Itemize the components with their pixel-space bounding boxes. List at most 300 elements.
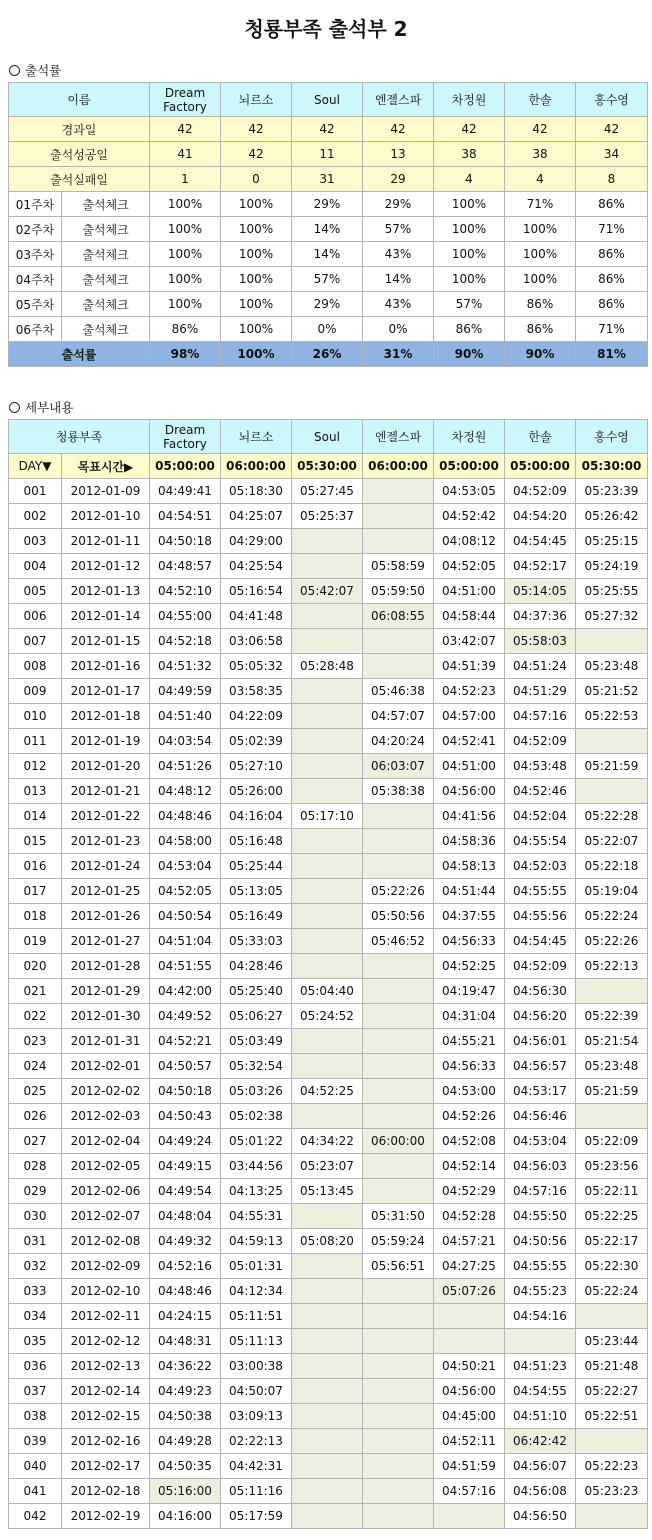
day-row [9, 1504, 648, 1529]
time-cell: 05:27:45 [292, 479, 363, 504]
time-cell: 05:11:16 [221, 1479, 292, 1504]
week-row [9, 317, 648, 342]
time-cell: 03:09:13 [221, 1404, 292, 1429]
time-cell [292, 1054, 363, 1079]
date-cell: 2012-02-01 [62, 1054, 150, 1079]
day-row [9, 1029, 648, 1054]
rate-cell: 14% [292, 242, 363, 267]
time-cell: 04:52:11 [434, 1429, 505, 1454]
time-cell: 06:03:07 [363, 754, 434, 779]
time-cell: 04:55:56 [505, 904, 576, 929]
time-cell: 04:57:16 [505, 704, 576, 729]
rate-cell: 100% [221, 242, 292, 267]
time-cell: 05:46:38 [363, 679, 434, 704]
target-time: 05:30:00 [576, 454, 648, 479]
day-number: 039 [9, 1429, 62, 1454]
stat-cell: 42 [434, 117, 505, 142]
time-cell: 04:49:52 [150, 1004, 221, 1029]
total-cell: 26% [292, 342, 363, 367]
detail-header-row [9, 420, 648, 454]
time-cell: 04:48:31 [150, 1329, 221, 1354]
time-cell: 04:29:00 [221, 529, 292, 554]
week-row [9, 242, 648, 267]
time-cell: 04:49:41 [150, 479, 221, 504]
time-cell: 04:57:16 [434, 1479, 505, 1504]
day-row [9, 1154, 648, 1179]
time-cell: 05:22:39 [576, 1004, 648, 1029]
time-cell [292, 629, 363, 654]
date-cell: 2012-02-07 [62, 1204, 150, 1229]
time-cell [363, 804, 434, 829]
stat-cell: 31 [292, 167, 363, 192]
time-cell: 05:58:03 [505, 629, 576, 654]
rate-cell: 86% [505, 292, 576, 317]
time-cell: 03:44:56 [221, 1154, 292, 1179]
day-number: 038 [9, 1404, 62, 1429]
time-cell: 04:55:00 [150, 604, 221, 629]
time-cell: 05:58:59 [363, 554, 434, 579]
time-cell: 04:54:45 [505, 529, 576, 554]
time-cell: 04:56:00 [434, 779, 505, 804]
time-cell: 04:16:00 [150, 1504, 221, 1529]
detail-table [8, 419, 648, 1529]
rate-cell: 100% [505, 242, 576, 267]
time-cell: 04:22:09 [221, 704, 292, 729]
day-row [9, 1204, 648, 1229]
time-cell: 04:52:25 [292, 1079, 363, 1104]
time-cell [363, 1354, 434, 1379]
target-row [9, 454, 648, 479]
time-cell: 05:27:32 [576, 604, 648, 629]
day-row [9, 1279, 648, 1304]
time-cell: 04:52:29 [434, 1179, 505, 1204]
time-cell: 04:48:04 [150, 1204, 221, 1229]
time-cell [292, 1029, 363, 1054]
time-cell [363, 529, 434, 554]
time-cell: 06:42:42 [505, 1429, 576, 1454]
time-cell: 05:21:54 [576, 1029, 648, 1054]
time-cell: 04:48:46 [150, 804, 221, 829]
time-cell: 04:53:48 [505, 754, 576, 779]
day-number: 013 [9, 779, 62, 804]
day-row [9, 1304, 648, 1329]
time-cell [292, 929, 363, 954]
week-row [9, 217, 648, 242]
time-cell [363, 1054, 434, 1079]
date-cell: 2012-02-09 [62, 1254, 150, 1279]
date-cell: 2012-02-19 [62, 1504, 150, 1529]
time-cell: 04:52:21 [150, 1029, 221, 1054]
time-cell: 05:22:25 [576, 1204, 648, 1229]
day-row [9, 1354, 648, 1379]
time-cell: 04:52:26 [434, 1104, 505, 1129]
stat-cell: 42 [221, 117, 292, 142]
day-row [9, 629, 648, 654]
total-cell: 90% [434, 342, 505, 367]
time-cell: 05:16:54 [221, 579, 292, 604]
date-cell: 2012-01-13 [62, 579, 150, 604]
time-cell [576, 729, 648, 754]
time-cell: 04:50:18 [150, 529, 221, 554]
time-cell: 04:56:57 [505, 1054, 576, 1079]
time-cell: 04:54:55 [505, 1379, 576, 1404]
member-header: 한솔 [505, 420, 576, 454]
time-cell [576, 629, 648, 654]
time-cell: 04:50:35 [150, 1454, 221, 1479]
day-number: 004 [9, 554, 62, 579]
time-cell: 05:59:24 [363, 1229, 434, 1254]
date-cell: 2012-01-31 [62, 1029, 150, 1054]
total-cell: 90% [505, 342, 576, 367]
date-cell: 2012-01-23 [62, 829, 150, 854]
time-cell: 04:49:15 [150, 1154, 221, 1179]
day-number: 032 [9, 1254, 62, 1279]
target-time: 05:30:00 [292, 454, 363, 479]
time-cell: 05:31:50 [363, 1204, 434, 1229]
stat-cell: 38 [505, 142, 576, 167]
day-number: 006 [9, 604, 62, 629]
day-number: 008 [9, 654, 62, 679]
time-cell: 04:58:36 [434, 829, 505, 854]
time-cell [292, 1379, 363, 1404]
time-cell: 04:48:12 [150, 779, 221, 804]
time-cell: 04:58:44 [434, 604, 505, 629]
time-cell: 04:13:25 [221, 1179, 292, 1204]
day-number: 023 [9, 1029, 62, 1054]
time-cell: 05:25:15 [576, 529, 648, 554]
time-cell: 04:36:22 [150, 1354, 221, 1379]
summary-stat-row [9, 167, 648, 192]
section-attendance-rate [0, 58, 652, 82]
day-row [9, 1054, 648, 1079]
time-cell: 05:22:24 [576, 904, 648, 929]
time-cell: 05:13:05 [221, 879, 292, 904]
time-cell: 04:52:41 [434, 729, 505, 754]
week-cell: 06주차 [9, 317, 62, 342]
time-cell: 04:57:16 [505, 1179, 576, 1204]
time-cell: 04:51:23 [505, 1354, 576, 1379]
row-label: 출석성공일 [9, 142, 150, 167]
total-cell: 98% [150, 342, 221, 367]
time-cell: 04:56:01 [505, 1029, 576, 1054]
day-number: 003 [9, 529, 62, 554]
time-cell [292, 1354, 363, 1379]
time-cell: 05:21:59 [576, 1079, 648, 1104]
date-cell: 2012-01-25 [62, 879, 150, 904]
time-cell [292, 1254, 363, 1279]
date-cell: 2012-02-04 [62, 1129, 150, 1154]
day-row [9, 1179, 648, 1204]
date-cell: 2012-01-26 [62, 904, 150, 929]
target-time: 06:00:00 [363, 454, 434, 479]
time-cell [363, 1029, 434, 1054]
date-cell: 2012-01-15 [62, 629, 150, 654]
time-cell [363, 1504, 434, 1529]
summary-stat-row [9, 117, 648, 142]
time-cell: 05:22:51 [576, 1404, 648, 1429]
time-cell [292, 529, 363, 554]
week-cell: 02주차 [9, 217, 62, 242]
rate-cell: 100% [221, 317, 292, 342]
name-header: 이름 [9, 83, 150, 117]
time-cell: 04:27:25 [434, 1254, 505, 1279]
time-cell: 04:55:55 [505, 879, 576, 904]
time-cell: 04:41:48 [221, 604, 292, 629]
day-row [9, 879, 648, 904]
day-number: 010 [9, 704, 62, 729]
day-row [9, 604, 648, 629]
time-cell: 05:03:26 [221, 1079, 292, 1104]
time-cell: 05:07:26 [434, 1279, 505, 1304]
time-cell: 04:51:44 [434, 879, 505, 904]
date-cell: 2012-01-24 [62, 854, 150, 879]
time-cell: 04:52:03 [505, 854, 576, 879]
week-cell: 05주차 [9, 292, 62, 317]
day-number: 001 [9, 479, 62, 504]
time-cell: 04:37:55 [434, 904, 505, 929]
time-cell: 05:22:27 [576, 1379, 648, 1404]
time-cell: 04:56:07 [505, 1454, 576, 1479]
day-number: 041 [9, 1479, 62, 1504]
date-cell: 2012-01-22 [62, 804, 150, 829]
day-row [9, 804, 648, 829]
time-cell [576, 1504, 648, 1529]
date-cell: 2012-02-03 [62, 1104, 150, 1129]
time-cell: 04:55:31 [221, 1204, 292, 1229]
day-number: 007 [9, 629, 62, 654]
time-cell: 04:51:10 [505, 1404, 576, 1429]
date-cell: 2012-02-08 [62, 1229, 150, 1254]
rate-cell: 86% [434, 317, 505, 342]
time-cell [576, 1429, 648, 1454]
time-cell: 04:19:47 [434, 979, 505, 1004]
rate-cell: 86% [150, 317, 221, 342]
time-cell: 04:50:07 [221, 1379, 292, 1404]
date-cell: 2012-02-05 [62, 1154, 150, 1179]
member-header: 뇌르소 [221, 420, 292, 454]
week-cell: 04주차 [9, 267, 62, 292]
day-row [9, 929, 648, 954]
member-header: 한솔 [505, 83, 576, 117]
day-row [9, 1254, 648, 1279]
member-header: 엔젤스파 [363, 420, 434, 454]
member-header: 홍수영 [576, 83, 648, 117]
day-row [9, 579, 648, 604]
date-cell: 2012-02-14 [62, 1379, 150, 1404]
row-label: 경과일 [9, 117, 150, 142]
rate-cell: 100% [221, 217, 292, 242]
time-cell: 04:53:05 [434, 479, 505, 504]
time-cell: 04:03:54 [150, 729, 221, 754]
date-cell: 2012-01-19 [62, 729, 150, 754]
day-row [9, 779, 648, 804]
time-cell: 04:52:05 [150, 879, 221, 904]
time-cell [434, 1504, 505, 1529]
date-cell: 2012-01-30 [62, 1004, 150, 1029]
time-cell [292, 554, 363, 579]
time-cell: 04:53:04 [505, 1129, 576, 1154]
rate-cell: 86% [576, 292, 648, 317]
member-header: 차정원 [434, 420, 505, 454]
time-cell: 05:22:24 [576, 1279, 648, 1304]
time-cell: 04:08:12 [434, 529, 505, 554]
total-cell: 81% [576, 342, 648, 367]
day-row [9, 529, 648, 554]
time-cell: 04:52:16 [150, 1254, 221, 1279]
rate-cell: 100% [221, 267, 292, 292]
time-cell: 04:51:00 [434, 754, 505, 779]
time-cell: 04:56:33 [434, 1054, 505, 1079]
time-cell: 04:51:59 [434, 1454, 505, 1479]
time-cell: 05:23:48 [576, 654, 648, 679]
total-label: 출석률 [9, 342, 150, 367]
day-row [9, 904, 648, 929]
date-cell: 2012-01-17 [62, 679, 150, 704]
time-cell [434, 1304, 505, 1329]
time-cell: 04:59:13 [221, 1229, 292, 1254]
member-header: Soul [292, 83, 363, 117]
time-cell [363, 1329, 434, 1354]
time-cell: 05:38:38 [363, 779, 434, 804]
stat-cell: 8 [576, 167, 648, 192]
time-cell [292, 679, 363, 704]
day-number: 014 [9, 804, 62, 829]
day-row [9, 854, 648, 879]
day-number: 021 [9, 979, 62, 1004]
time-cell: 04:55:23 [505, 1279, 576, 1304]
day-number: 026 [9, 1104, 62, 1129]
rate-cell: 0% [292, 317, 363, 342]
date-cell: 2012-01-21 [62, 779, 150, 804]
check-label: 출석체크 [62, 292, 150, 317]
time-cell: 04:52:10 [150, 579, 221, 604]
time-cell: 03:06:58 [221, 629, 292, 654]
time-cell: 04:16:04 [221, 804, 292, 829]
time-cell: 04:48:46 [150, 1279, 221, 1304]
time-cell [292, 879, 363, 904]
time-cell: 05:02:39 [221, 729, 292, 754]
time-cell: 05:25:40 [221, 979, 292, 1004]
rate-cell: 43% [363, 292, 434, 317]
time-cell: 05:01:31 [221, 1254, 292, 1279]
time-cell: 04:49:23 [150, 1379, 221, 1404]
time-cell: 05:04:40 [292, 979, 363, 1004]
section-details [0, 395, 652, 419]
time-cell: 05:25:44 [221, 854, 292, 879]
time-cell: 04:49:32 [150, 1229, 221, 1254]
check-label: 출석체크 [62, 267, 150, 292]
day-number: 031 [9, 1229, 62, 1254]
time-cell [363, 1429, 434, 1454]
group-header: 청룡부족 [9, 420, 150, 454]
time-cell: 04:58:00 [150, 829, 221, 854]
rate-cell: 43% [363, 242, 434, 267]
time-cell: 04:56:20 [505, 1004, 576, 1029]
week-row [9, 292, 648, 317]
day-number: 034 [9, 1304, 62, 1329]
time-cell: 05:26:00 [221, 779, 292, 804]
stat-cell: 42 [221, 142, 292, 167]
rate-cell: 100% [505, 217, 576, 242]
time-cell: 04:56:50 [505, 1504, 576, 1529]
time-cell: 06:08:55 [363, 604, 434, 629]
rate-cell: 100% [434, 192, 505, 217]
time-cell [363, 504, 434, 529]
time-cell: 05:22:11 [576, 1179, 648, 1204]
rate-cell: 71% [576, 317, 648, 342]
day-row [9, 654, 648, 679]
time-cell: 04:52:04 [505, 804, 576, 829]
time-cell: 05:13:45 [292, 1179, 363, 1204]
target-time: 06:00:00 [221, 454, 292, 479]
time-cell [292, 1204, 363, 1229]
time-cell: 05:23:39 [576, 479, 648, 504]
time-cell [363, 1304, 434, 1329]
time-cell: 04:53:00 [434, 1079, 505, 1104]
time-cell [292, 1104, 363, 1129]
time-cell: 04:52:09 [505, 729, 576, 754]
time-cell [292, 1404, 363, 1429]
member-header: 뇌르소 [221, 83, 292, 117]
date-cell: 2012-01-20 [62, 754, 150, 779]
time-cell: 04:20:24 [363, 729, 434, 754]
time-cell: 04:52:08 [434, 1129, 505, 1154]
time-cell: 04:51:40 [150, 704, 221, 729]
day-number: 025 [9, 1079, 62, 1104]
date-cell: 2012-02-11 [62, 1304, 150, 1329]
time-cell [363, 1104, 434, 1129]
day-header: DAY▼ [9, 454, 62, 479]
time-cell: 05:21:59 [576, 754, 648, 779]
member-header: 홍수영 [576, 420, 648, 454]
time-cell: 04:37:36 [505, 604, 576, 629]
check-label: 출석체크 [62, 192, 150, 217]
time-cell: 05:01:22 [221, 1129, 292, 1154]
rate-cell: 100% [221, 192, 292, 217]
time-cell: 04:56:00 [434, 1379, 505, 1404]
time-cell [363, 954, 434, 979]
stat-cell: 13 [363, 142, 434, 167]
time-cell: 05:25:55 [576, 579, 648, 604]
time-cell: 05:32:54 [221, 1054, 292, 1079]
time-cell: 05:22:07 [576, 829, 648, 854]
time-cell [292, 829, 363, 854]
time-cell: 05:22:53 [576, 704, 648, 729]
time-cell: 02:22:13 [221, 1429, 292, 1454]
time-cell: 04:51:32 [150, 654, 221, 679]
day-number: 018 [9, 904, 62, 929]
date-cell: 2012-01-27 [62, 929, 150, 954]
day-row [9, 504, 648, 529]
check-label: 출석체크 [62, 317, 150, 342]
rate-cell: 100% [150, 292, 221, 317]
day-number: 017 [9, 879, 62, 904]
rate-cell: 86% [576, 242, 648, 267]
rate-cell: 29% [363, 192, 434, 217]
date-cell: 2012-01-29 [62, 979, 150, 1004]
date-cell: 2012-02-02 [62, 1079, 150, 1104]
rate-cell: 86% [505, 317, 576, 342]
time-cell: 05:17:10 [292, 804, 363, 829]
time-cell: 05:22:17 [576, 1229, 648, 1254]
time-cell: 04:56:03 [505, 1154, 576, 1179]
time-cell: 04:50:43 [150, 1104, 221, 1129]
day-row [9, 1479, 648, 1504]
week-row [9, 192, 648, 217]
date-cell: 2012-01-14 [62, 604, 150, 629]
time-cell: 04:45:00 [434, 1404, 505, 1429]
time-cell: 05:22:28 [576, 804, 648, 829]
